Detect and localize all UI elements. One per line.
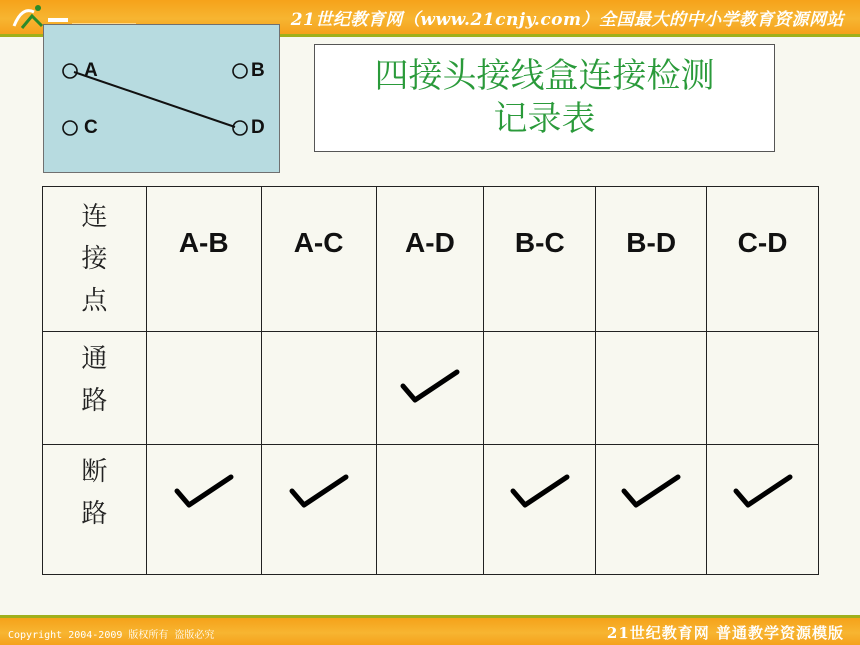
table-row — [43, 332, 819, 444]
header-label-connection-point: 连接点 — [81, 202, 108, 317]
junction-box-diagram — [43, 24, 280, 173]
footer-site-name: 21世纪教育网 普通教学资源模版 — [606, 624, 844, 642]
node-label-c: C — [84, 117, 98, 138]
node-label-b: B — [251, 60, 265, 81]
table-cell — [376, 444, 484, 574]
header-cell-connection-point — [43, 187, 147, 332]
table-cell — [707, 332, 819, 444]
row-label-cell — [43, 332, 147, 444]
node-b-terminal-icon — [233, 64, 247, 78]
table-row — [43, 444, 819, 574]
check-mark-icon — [288, 471, 350, 511]
footer-copyright: Copyright 2004-2009 版权所有 盗版必究 — [8, 630, 215, 641]
column-header: A-D — [376, 187, 484, 332]
check-mark-icon — [173, 471, 235, 511]
row-label: 通路 — [81, 344, 108, 417]
column-header: A-C — [261, 187, 376, 332]
check-mark-icon — [732, 471, 794, 511]
header-slogan: 21世纪教育网（www.21cnjy.com）全国最大的中小学教育资源网站 — [290, 10, 844, 30]
table-cell — [146, 444, 261, 574]
table-cell — [261, 332, 376, 444]
title-line-1: 四接头接线盒连接检测 — [374, 56, 715, 96]
page-title — [314, 44, 775, 152]
table-cell — [484, 444, 596, 574]
table-cell — [146, 332, 261, 444]
column-header: B-D — [596, 187, 707, 332]
column-header: A-B — [146, 187, 261, 332]
check-mark-icon — [620, 471, 682, 511]
table-cell — [484, 332, 596, 444]
table-header-row — [43, 187, 819, 332]
node-a-terminal-icon — [63, 64, 77, 78]
connection-wire-a-d — [74, 72, 235, 127]
diagram-canvas — [44, 25, 281, 174]
table-cell — [376, 332, 484, 444]
row-label: 断路 — [81, 456, 108, 529]
table-cell — [261, 444, 376, 574]
node-d-terminal-icon — [233, 121, 247, 135]
footer-band — [0, 618, 860, 645]
check-mark-icon — [399, 366, 461, 406]
table-cell — [596, 332, 707, 444]
node-label-d: D — [251, 117, 265, 138]
node-label-a: A — [84, 60, 98, 81]
title-line-2: 记录表 — [493, 99, 596, 139]
table-cell — [707, 444, 819, 574]
column-header: C-D — [707, 187, 819, 332]
table-cell — [596, 444, 707, 574]
connection-record-table — [42, 186, 819, 575]
row-label-cell — [43, 444, 147, 574]
node-c-terminal-icon — [63, 121, 77, 135]
column-header: B-C — [484, 187, 596, 332]
check-mark-icon — [509, 471, 571, 511]
